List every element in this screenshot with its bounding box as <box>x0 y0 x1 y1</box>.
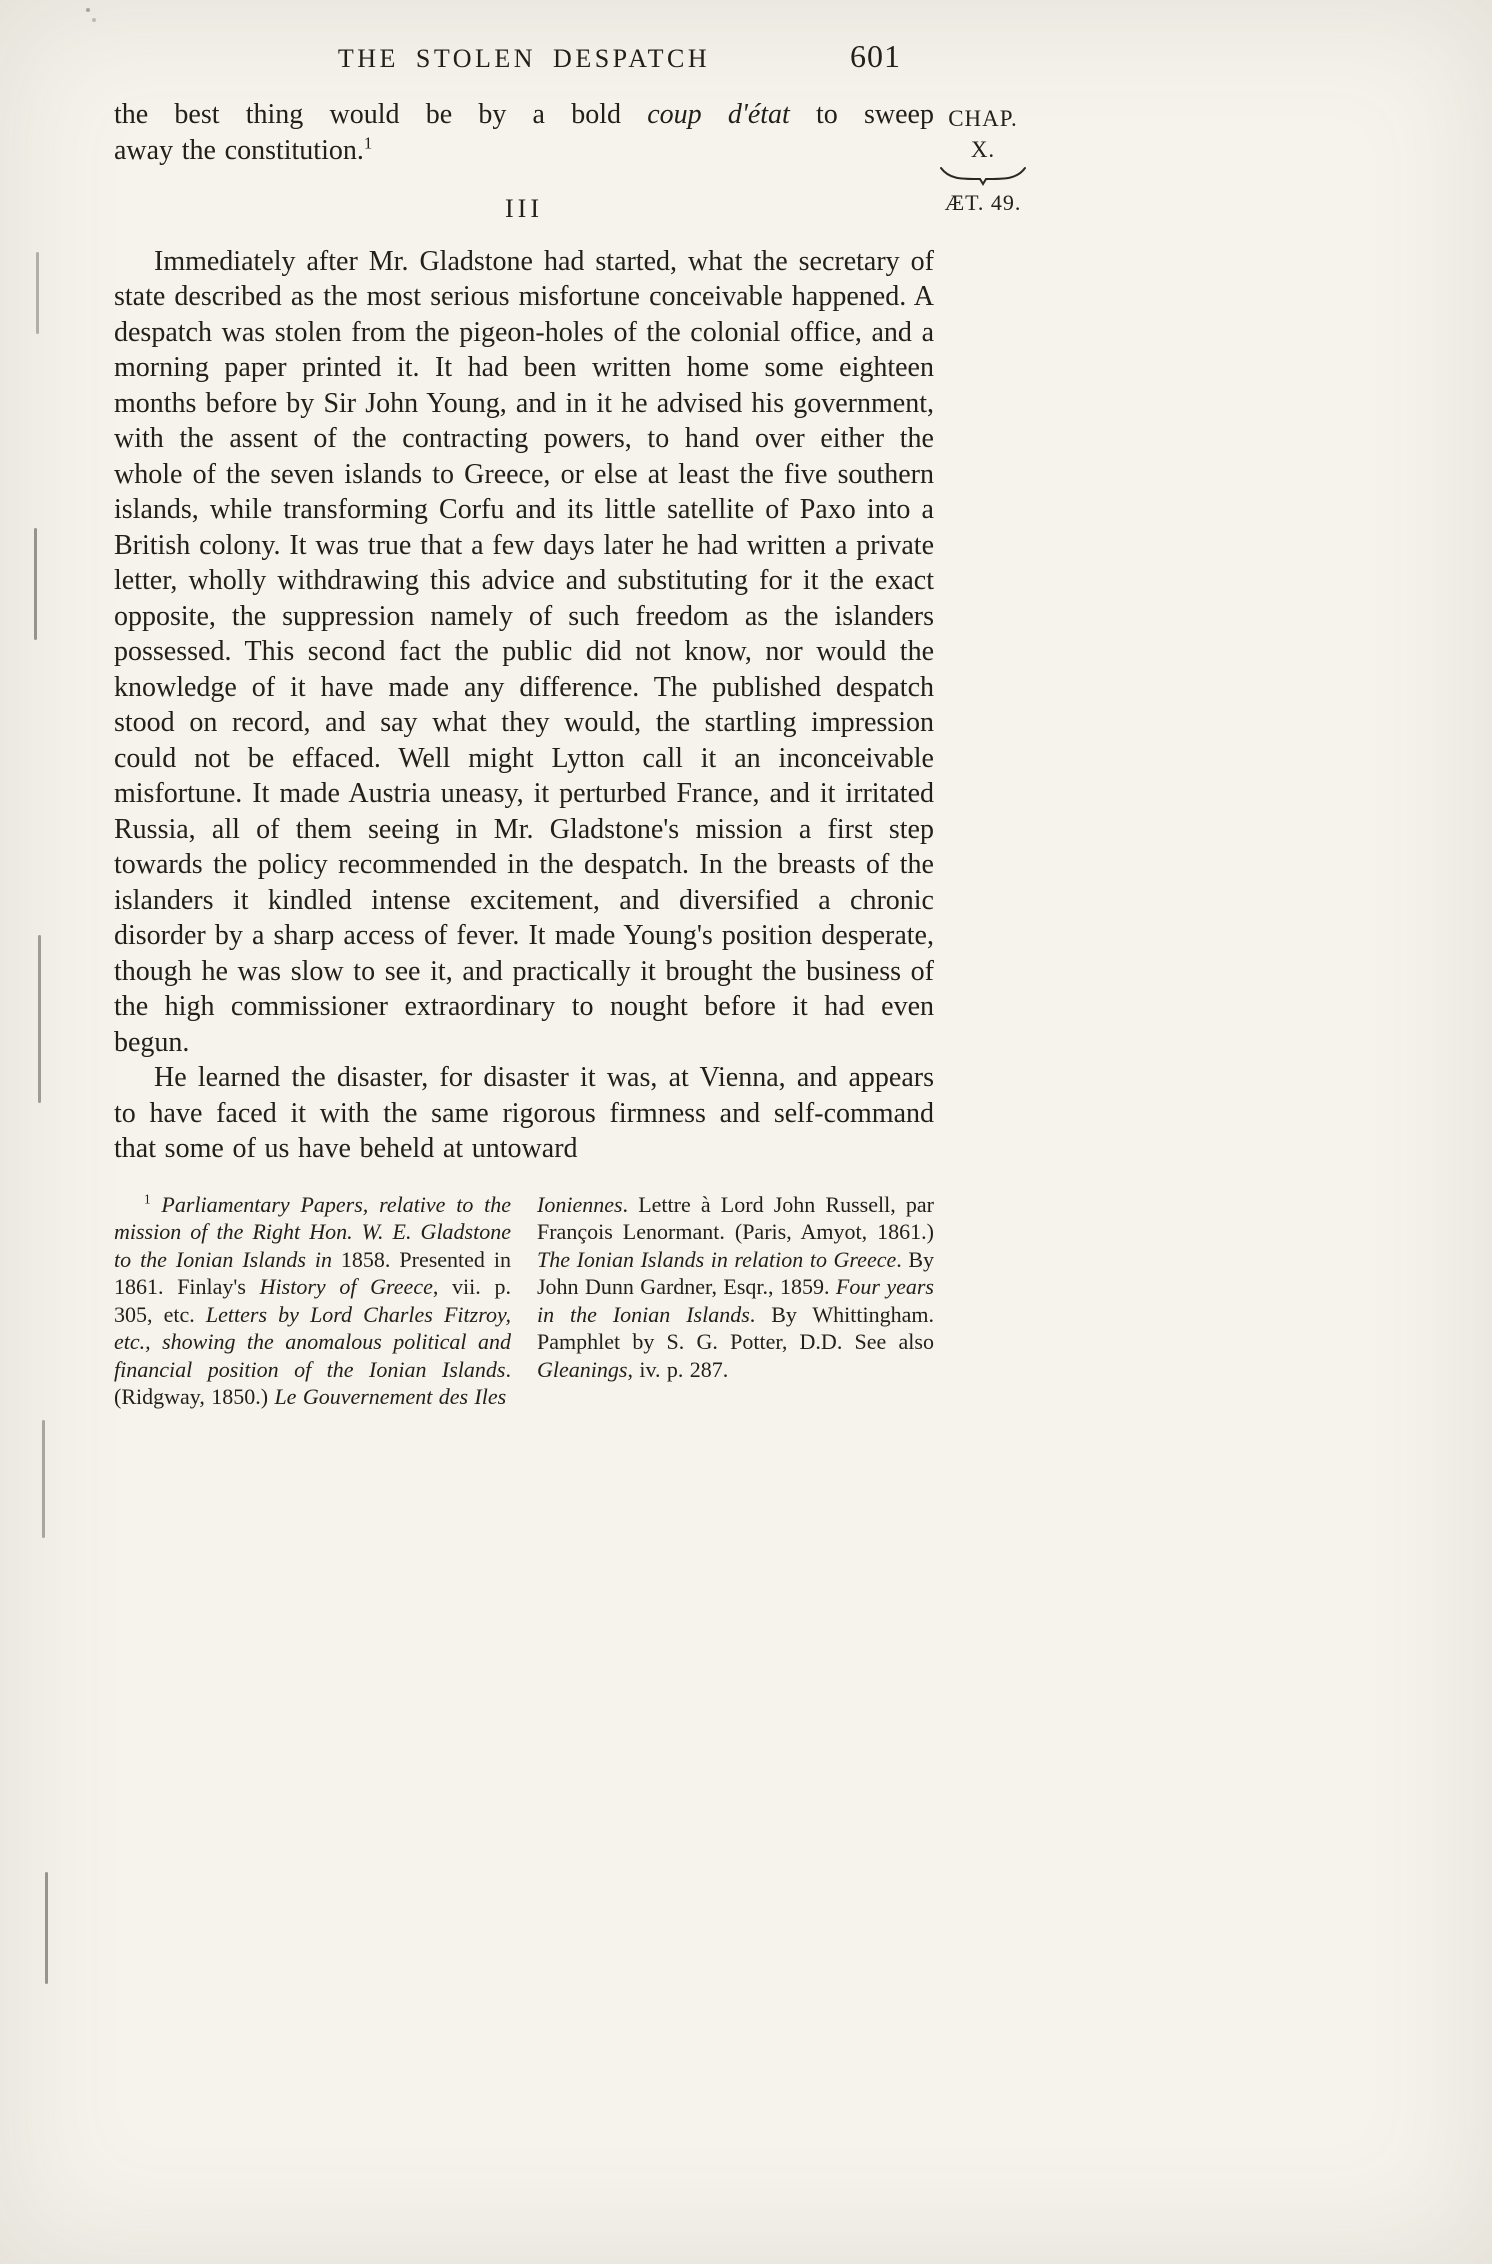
footnote-column-right: Ioniennes. Lettre à Lord John Russell, par François Lenormant. (Paris, Amyot, 1861.) The Ionian Islands in relation to Greece. By John Dunn Gardner, Esqr., 1859. Four years in the Ionian Islands. By Whittingham. Pamphlet by S. G. Potter, D.D. See also Gleanings, iv. p. 287. <box>537 1191 935 1382</box>
margin-note-chap-numeral: X. <box>970 137 996 162</box>
intro-line-1: the best thing would be by a bold coup d'état to sweep <box>114 99 934 130</box>
footnote-column-left: $^1$ Parliamentary Papers, relative to the mission of the Right Hon. W. E. Gladstone to the Ionian Islands in 1858. Presented in 1861. Finlay's History of Greece, vii. p. 305, etc. Letters by Lord Charles Fitzroy, etc., showing the anomalous political and financial position of the Ionian Islands. (Ridgway, 1850.) Le Gouvernement des Iles <box>114 1191 512 1409</box>
body-paragraph-2: He learned the disaster, for disaster it was, at Vienna, and appears to have faced it with the same rigorous firmness and self-command that some of us have beheld at untoward <box>114 1062 934 1164</box>
scan-artifact <box>38 935 41 1103</box>
scan-artifact <box>86 8 90 12</box>
section-heading: III <box>505 194 543 223</box>
running-head-title: THE STOLEN DESPATCH <box>337 44 711 73</box>
footnotes <box>114 1191 934 1411</box>
scan-artifact <box>42 1420 45 1538</box>
underbrace-icon <box>936 166 1030 186</box>
main-text-column <box>114 97 934 1411</box>
page-number: 601 <box>850 38 901 74</box>
margin-note-aetat: ÆT. 49. <box>944 190 1022 215</box>
scan-artifact <box>92 18 96 22</box>
margin-note-chap-label: CHAP. <box>948 106 1018 131</box>
scan-artifact <box>36 252 39 334</box>
body-paragraph-1: Immediately after Mr. Gladstone had started, what the secretary of state described as the most serious misfortune conceivable happened. A despatch was stolen from the pigeon-holes of the colonial office, and a morning paper printed it. It had been written home some eighteen months before by Sir John Young, and in it he advised his government, with the assent of the contracting powers, to hand over either the whole of the seven islands to Greece, or else at least the five southern islands, while transforming Corfu and its little satellite of Paxo into a British colony. It was true that a few days later he had written a private letter, wholly withdrawing this advice and substituting for it the exact opposite, the suppression namely of such freedom as the islanders possessed. This second fact the public did not know, nor would the knowledge of it have made any difference. The published despatch stood on record, and say what they would, the startling impression could not be effaced. Well might Lytton call it an inconceivable misfortune. It made Austria uneasy, it perturbed France, and it irritated Russia, all of them seeing in Mr. Gladstone's mission a first step towards the policy recommended in the despatch. In the breasts of the islanders it kindled intense excitement, and diversified a chronic disorder by a sharp access of fever. It made Young's position desperate, though he was slow to see it, and practically it brought the business of the high commissioner extraordinary to nought before it had even begun. <box>114 245 934 1058</box>
intro-paragraph <box>114 97 934 168</box>
margin-notes <box>936 106 1030 216</box>
intro-line-2: away the constitution.$^1$ <box>114 133 373 166</box>
scan-artifact <box>34 528 37 640</box>
scan-artifact <box>45 1872 48 1984</box>
